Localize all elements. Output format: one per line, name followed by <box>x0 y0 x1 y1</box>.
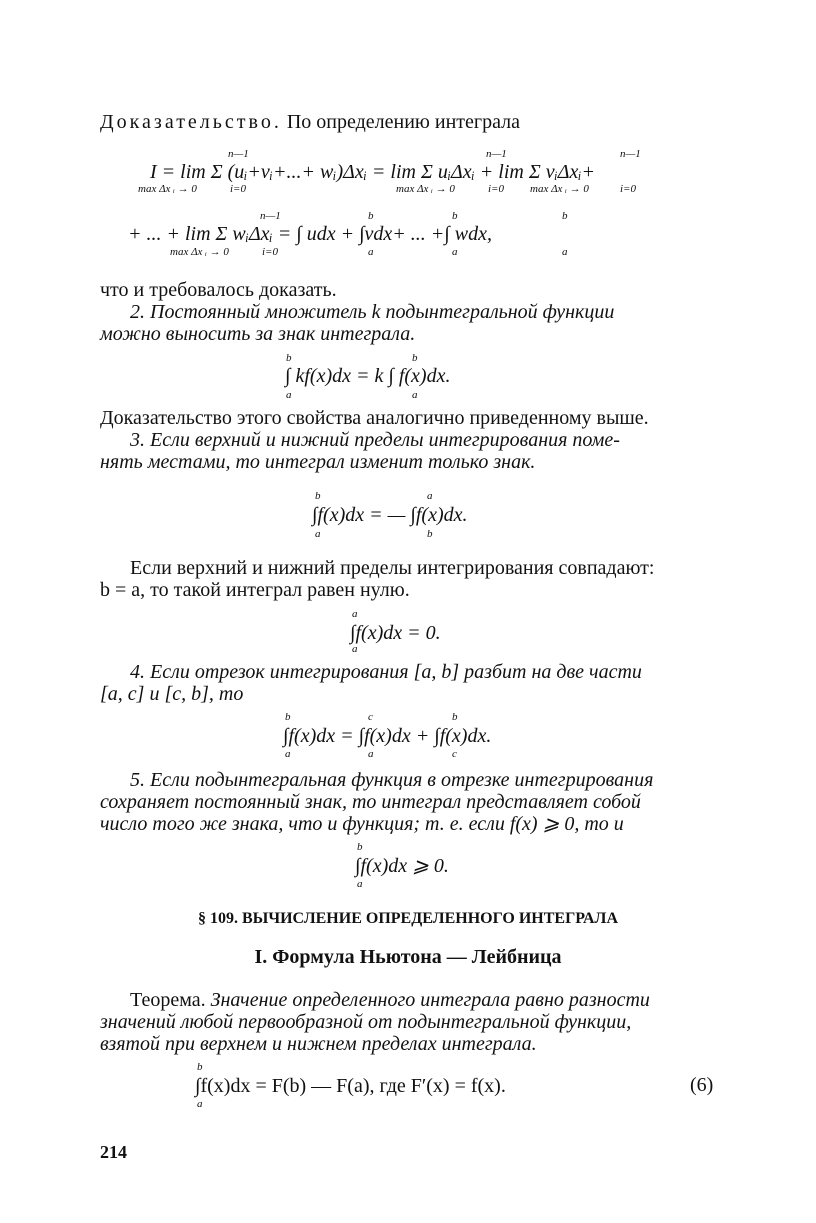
p5-line2: сохраняет постоянный знак, то интеграл представляет собой <box>100 791 641 813</box>
proof-end: что и требовалось доказать. <box>100 279 337 301</box>
lower-a-3: a <box>562 246 568 258</box>
lim-sub-4: max Δx ᵢ → 0 <box>170 246 229 258</box>
p3-line2: нять местами, то интеграл изменит только знак. <box>100 451 536 473</box>
sum-sub-2: i=0 <box>488 183 504 195</box>
lower-a-4: a <box>286 389 292 401</box>
upper-b-3: b <box>562 210 568 222</box>
p3-note2: b = a, то такой интеграл равен нулю. <box>100 579 410 601</box>
sum-sup-2: n—1 <box>486 148 507 160</box>
lower-a-8: a <box>352 643 358 655</box>
zero-interval-formula: ∫f(x)dx = 0. <box>350 622 441 644</box>
p4-line2: [a, c] и [c, b], то <box>100 683 244 705</box>
additivity-formula: ∫f(x)dx = ∫f(x)dx + ∫f(x)dx. <box>283 725 492 747</box>
p3-line1: 3. Если верхний и нижний пределы интегрирования поме- <box>130 429 620 451</box>
upper-a-7: a <box>427 490 433 502</box>
section-heading: § 109. ВЫЧИСЛЕНИЕ ОПРЕДЕЛЕННОГО ИНТЕГРАЛА <box>197 910 618 927</box>
upper-b-4: b <box>286 352 292 364</box>
p3-note1: Если верхний и нижний пределы интегрирования совпадают: <box>130 557 655 579</box>
sign-formula: ∫f(x)dx ⩾ 0. <box>355 855 449 877</box>
proof-intro <box>100 110 720 134</box>
equation-number: (6) <box>690 1074 714 1096</box>
upper-a-8: a <box>352 608 358 620</box>
upper-b-12: b <box>357 841 363 853</box>
lower-a-9: a <box>285 748 291 760</box>
sum-sub-1: i=0 <box>230 183 246 195</box>
subsection-heading: I. Формула Ньютона — Лейбница <box>254 946 562 968</box>
lower-a-13: a <box>197 1098 203 1110</box>
theorem-text1: Значение определенного интеграла равно разности <box>210 989 650 1011</box>
lower-b-7: b <box>427 528 433 540</box>
lim-sub-3: max Δx ᵢ → 0 <box>530 183 589 195</box>
swap-limits-formula: ∫f(x)dx = — ∫f(x)dx. <box>312 504 468 526</box>
sum-formula-line2: + ... + lim Σ wᵢΔxᵢ = ∫ udx + ∫vdx+ ... +∫ wdx, <box>128 223 492 245</box>
upper-b-5: b <box>412 352 418 364</box>
p2-line2: можно выносить за знак интеграла. <box>100 323 416 345</box>
theorem-line3: взятой при верхнем и нижнем пределах интеграла. <box>100 1033 537 1055</box>
lower-c-11: c <box>452 748 457 760</box>
lim-sub-2: max Δx ᵢ → 0 <box>396 183 455 195</box>
sum-sup-4: n—1 <box>260 210 281 222</box>
p2-line1: 2. Постоянный множитель k подынтегральной функции <box>130 301 615 323</box>
proof-label: Доказательство. <box>100 111 282 133</box>
lower-a-10: a <box>368 748 374 760</box>
upper-b-13: b <box>197 1061 203 1073</box>
p2-proof: Доказательство этого свойства аналогично приведенному выше. <box>100 407 649 429</box>
const-mult-formula: ∫ kf(x)dx = k ∫ f(x)dx. <box>285 365 451 387</box>
upper-b-2: b <box>452 210 458 222</box>
upper-b-6: b <box>315 490 321 502</box>
newton-leibniz-formula: ∫f(x)dx = F(b) — F(a), где F′(x) = f(x). <box>195 1075 506 1097</box>
lim-sub-1: max Δx ᵢ → 0 <box>138 183 197 195</box>
lower-a-6: a <box>315 528 321 540</box>
p5-line3: число того же знака, что и функция; т. е. если f(x) ⩾ 0, то и <box>100 813 624 835</box>
lower-a-1: a <box>368 246 374 258</box>
upper-b-11: b <box>452 711 458 723</box>
proof-intro-text: По определению интеграла <box>286 111 520 133</box>
sum-sub-3: i=0 <box>620 183 636 195</box>
lower-a-2: a <box>452 246 458 258</box>
p5-line1: 5. Если подынтегральная функция в отрезке интегрирования <box>130 769 654 791</box>
theorem-label: Теорема. <box>130 989 206 1011</box>
page-number: 214 <box>100 1142 127 1162</box>
theorem-line1 <box>130 988 750 1012</box>
theorem-line2: значений любой первообразной от подынтегральной функции, <box>100 1011 632 1033</box>
sum-formula-line1: I = lim Σ (uᵢ+vᵢ+...+ wᵢ)Δxᵢ = lim Σ uᵢΔxᵢ + lim Σ vᵢΔxᵢ+ <box>150 161 596 183</box>
upper-c-10: c <box>368 711 373 723</box>
lower-a-12: a <box>357 878 363 890</box>
upper-b-1: b <box>368 210 374 222</box>
lower-a-5: a <box>412 389 418 401</box>
sum-sup-3: n—1 <box>620 148 641 160</box>
sum-sub-4: i=0 <box>262 246 278 258</box>
p4-line1: 4. Если отрезок интегрирования [a, b] разбит на две части <box>130 661 642 683</box>
sum-sup-1: n—1 <box>228 148 249 160</box>
upper-b-9: b <box>285 711 291 723</box>
